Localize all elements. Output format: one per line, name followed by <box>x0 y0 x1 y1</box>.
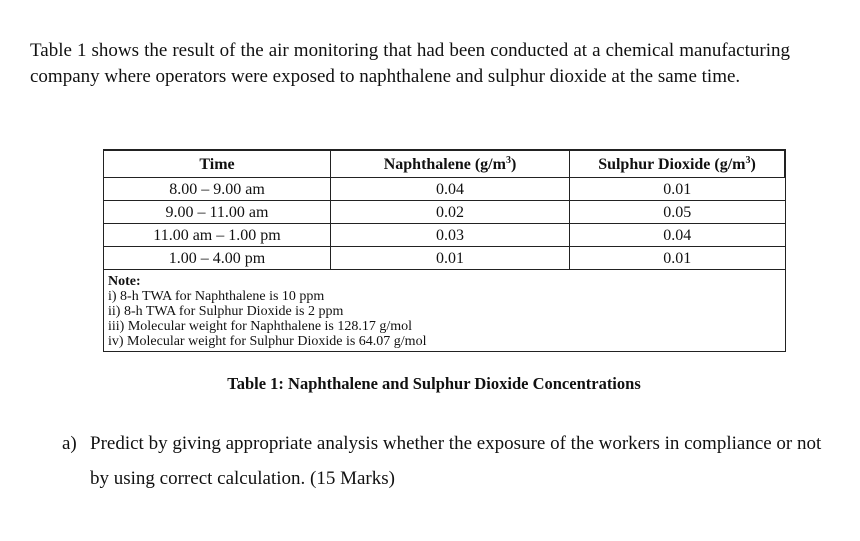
table-row <box>104 247 786 270</box>
header-naphthalene <box>331 150 570 178</box>
cell-sulphur: 0.05 <box>570 201 786 224</box>
cell-naphthalene: 0.03 <box>331 224 570 247</box>
cell-sulphur: 0.04 <box>570 224 786 247</box>
note-item: iii) Molecular weight for Naphthalene is 128.17 g/mol <box>108 319 413 334</box>
question-label: a) <box>62 433 77 454</box>
table-row <box>104 178 786 201</box>
header-sulphur-superscript: 3 <box>745 154 751 166</box>
cell-time: 8.00 – 9.00 am <box>104 178 331 201</box>
concentration-table <box>103 149 786 352</box>
header-naphthalene-superscript: 3 <box>505 154 511 166</box>
table-header-row <box>104 150 786 178</box>
table-caption: Table 1: Naphthalene and Sulphur Dioxide Concentrations <box>227 374 641 393</box>
cell-time: 9.00 – 11.00 am <box>104 201 331 224</box>
header-naphthalene-close: ) <box>510 155 517 173</box>
note-item: ii) 8-h TWA for Sulphur Dioxide is 2 ppm <box>108 304 344 319</box>
cell-naphthalene: 0.01 <box>331 247 570 270</box>
question-a <box>62 426 822 496</box>
cell-sulphur: 0.01 <box>570 247 786 270</box>
cell-time: 11.00 am – 1.00 pm <box>104 224 331 247</box>
header-time: Time <box>104 150 331 178</box>
cell-naphthalene: 0.02 <box>331 201 570 224</box>
table-note-row <box>104 270 786 352</box>
cell-naphthalene: 0.04 <box>331 178 570 201</box>
table-row <box>104 201 786 224</box>
table-row <box>104 224 786 247</box>
note-item: i) 8-h TWA for Naphthalene is 10 ppm <box>108 289 325 304</box>
cell-sulphur: 0.01 <box>570 178 786 201</box>
table-note <box>104 270 786 352</box>
note-item: iv) Molecular weight for Sulphur Dioxide is 64.07 g/mol <box>108 334 427 349</box>
header-sulphur-dioxide <box>570 150 786 178</box>
question-text: Predict by giving appropriate analysis whether the exposure of the workers in compliance or not by using correct calculation. (15 Marks) <box>90 433 822 489</box>
header-sulphur-close: ) <box>750 155 756 173</box>
concentration-table-container <box>103 149 781 352</box>
header-naphthalene-label: Naphthalene (g/m <box>383 155 506 173</box>
header-sulphur-label: Sulphur Dioxide (g/m <box>598 155 746 173</box>
note-title: Note: <box>108 274 141 289</box>
cell-time: 1.00 – 4.00 pm <box>104 247 331 270</box>
intro-paragraph: Table 1 shows the result of the air monitoring that had been conducted at a chemical manufacturing company where operators were exposed to naphthalene and sulphur dioxide at the same time. <box>30 40 790 87</box>
